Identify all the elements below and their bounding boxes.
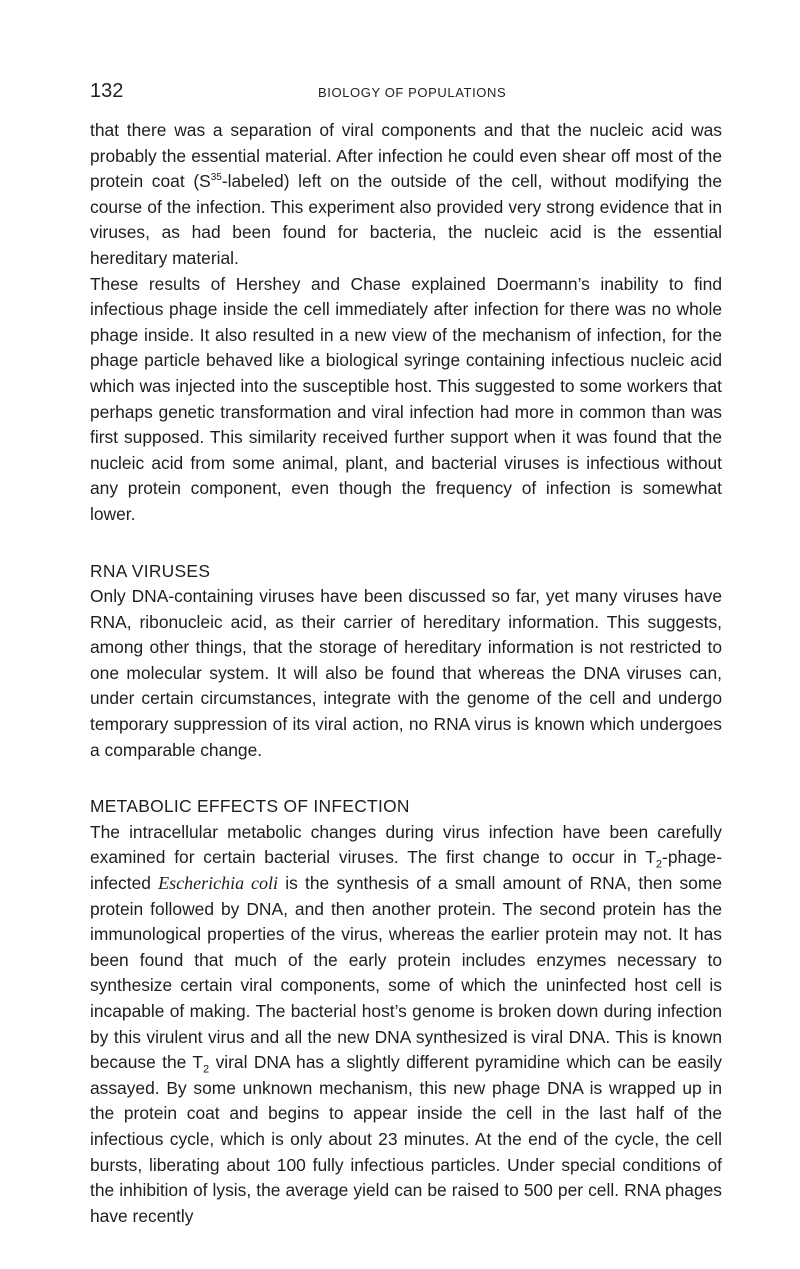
- page-number: 132: [90, 80, 124, 102]
- section-paragraph: Only DNA-containing viruses have been discussed so far, yet many viruses have RNA, ribonucleic acid, as their carrier of hereditary information. This suggests, among other things, that the storage of hereditary information is not restricted to one molecular system. It will also be found that whereas the DNA viruses can, under certain circumstances, integrate with the genome of the cell and undergo temporary suppression of its viral action, no RNA virus is known which undergoes a comparable change.: [90, 586, 722, 760]
- running-head: BIOLOGY OF POPULATIONS: [318, 85, 507, 100]
- page-body: [90, 118, 722, 1229]
- section-heading: RNA VIRUSES: [90, 560, 211, 581]
- subscript: 2: [655, 858, 663, 871]
- superscript: 35: [210, 172, 222, 184]
- body-paragraph: that there was a separation of viral components and that the nucleic acid was probably the essential material. After infection he could even shear off most of the protein coat $(S^{35}-labeled)$ left on the outside of the cell, without modifying the course of the infection. This experiment also provided very strong evidence that in viruses, as had been found for bacteria, the nucleic acid is the essential hereditary material.: [90, 120, 722, 268]
- page-header: [90, 80, 720, 110]
- body-paragraph: These results of Hershey and Chase explained Doermann’s inability to find infectious phage inside the cell immediately after infection for there was no whole phage inside. It also resulted in a new view of the mechanism of infection, for the phage particle behaved like a biological syringe containing infectious nucleic acid which was injected into the susceptible host. This suggested to some workers that perhaps genetic transformation and viral infection had more in common than was first supposed. This similarity received further support when it was found that the nucleic acid from some animal, plant, and bacterial viruses is infectious without any protein component, even though the frequency of infection is somewhat lower.: [90, 273, 722, 524]
- section-spacer: [90, 763, 722, 794]
- italic-term: Escherichia coli: [158, 873, 279, 894]
- section-heading: METABOLIC EFFECTS OF INFECTION: [90, 796, 410, 817]
- section-paragraph: The intracellular metabolic changes during virus infection have been carefully examined for certain bacterial viruses. The first change to occur in $T_2-phage$-infected Escherichia coli is the synthesis of a small amount of RNA, then some protein followed by DNA, and then another protein. The second protein has the immunological properties of the virus, whereas the earlier protein may not. It has been found that much of the early protein includes enzymes necessary to synthesize certain viral components, some of which the uninfected host cell is incapable of making. The bacterial host’s genome is broken down during infection by this virulent virus and all the new DNA synthesized is viral DNA. This is known because the $T_2$ viral DNA has a slightly different pyramidine which can be easily assayed. By some unknown mechanism, this new phage DNA is wrapped up in the protein coat and begins to appear inside the cell in the last half of the infectious cycle, which is only about 23 minutes. At the end of the cycle, the cell bursts, liberating about 100 fully infectious particles. Under special conditions of the inhibition of lysis, the average yield can be raised to 500 per cell. RNA phages have recently: [90, 821, 723, 1226]
- section-spacer: [90, 528, 722, 559]
- subscript: 2: [203, 1063, 210, 1076]
